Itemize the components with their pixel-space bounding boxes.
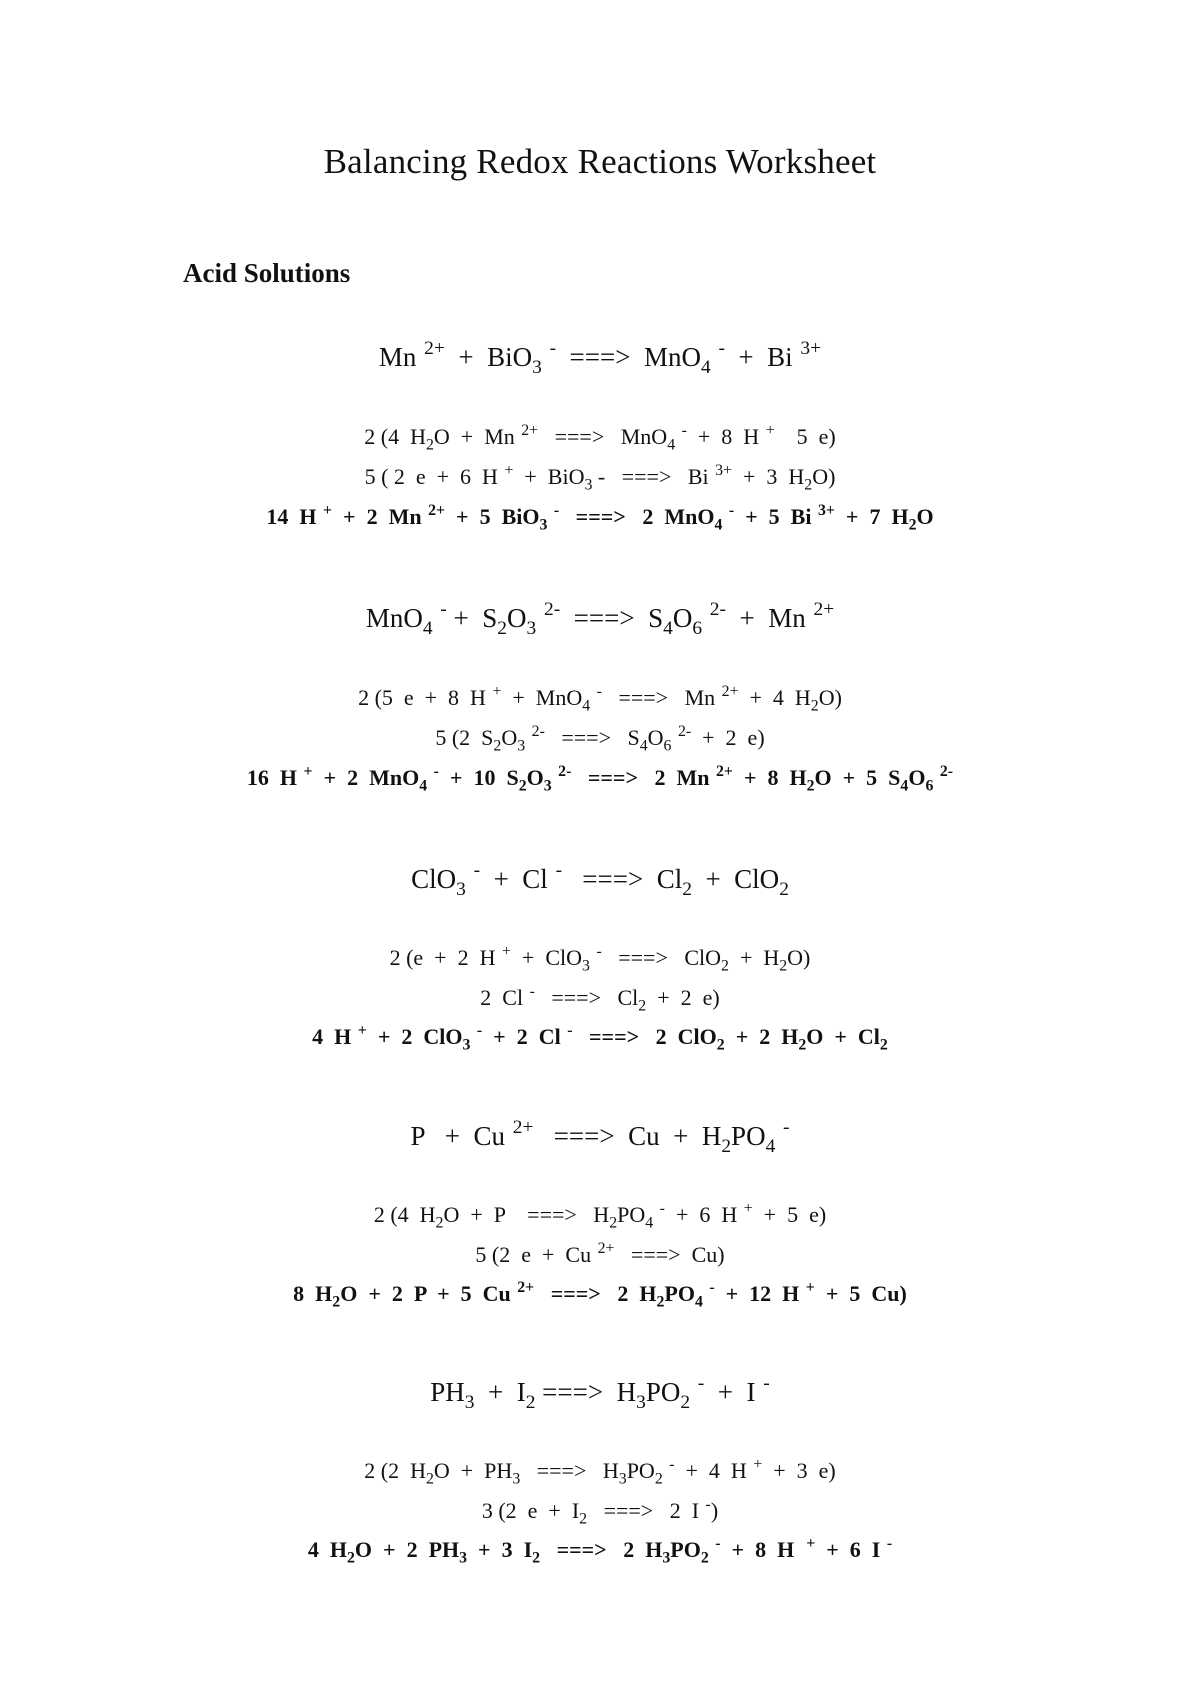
problem-2-net-equation bbox=[0, 762, 1200, 795]
formula-text: PO bbox=[617, 1202, 646, 1227]
superscript: 2+ bbox=[721, 682, 739, 700]
formula-text: 2 (e + 2 H bbox=[389, 945, 501, 970]
formula-text: ===> H bbox=[520, 1458, 619, 1483]
formula-text: ===> S bbox=[544, 725, 640, 750]
superscript: + bbox=[323, 501, 333, 519]
formula-text bbox=[709, 1537, 715, 1562]
subscript: 2 bbox=[654, 1470, 663, 1488]
formula-text: + I bbox=[704, 1377, 763, 1407]
superscript: 2+ bbox=[597, 1239, 615, 1257]
formula-text bbox=[542, 342, 549, 372]
formula-text: + ClO bbox=[510, 945, 583, 970]
subscript: 2 bbox=[779, 957, 788, 975]
subscript: 3 bbox=[517, 737, 526, 755]
formula-text: + 8 H bbox=[686, 424, 765, 449]
subscript: 3 bbox=[584, 476, 593, 494]
formula-text: 5 (2 S bbox=[435, 725, 494, 750]
formula-text bbox=[722, 504, 728, 529]
formula-text: O + P ===> H bbox=[443, 1202, 610, 1227]
superscript: - bbox=[705, 1495, 711, 1513]
formula-text: O bbox=[672, 603, 693, 633]
formula-text: + 6 I bbox=[815, 1537, 886, 1562]
formula-text: ===> MnO bbox=[538, 424, 668, 449]
problem-5-half-reaction-1 bbox=[0, 1455, 1200, 1488]
subscript: 4 bbox=[639, 737, 648, 755]
formula-text: ) bbox=[710, 1498, 719, 1523]
formula-text: O bbox=[908, 765, 926, 790]
superscript: - bbox=[681, 421, 687, 439]
formula-text: + BiO bbox=[513, 464, 585, 489]
problem-5-net-equation bbox=[0, 1534, 1200, 1567]
superscript: - bbox=[728, 501, 735, 519]
formula-text: + 5 Cu) bbox=[814, 1281, 907, 1306]
formula-text: 14 H bbox=[266, 504, 323, 529]
formula-text: ===> 2 Mn bbox=[571, 765, 716, 790]
formula-text: O + 2 PH bbox=[354, 1537, 460, 1562]
problem-4-half-reaction-2 bbox=[0, 1239, 1200, 1268]
formula-text: + 2 e) bbox=[646, 985, 720, 1010]
formula-text: O bbox=[507, 603, 527, 633]
formula-text bbox=[470, 1024, 476, 1049]
formula-text: O + PH bbox=[433, 1458, 513, 1483]
formula-text: O bbox=[526, 765, 544, 790]
superscript: - bbox=[440, 599, 447, 621]
superscript: - bbox=[669, 1455, 675, 1473]
superscript: + bbox=[501, 942, 511, 960]
subscript: 3 bbox=[582, 957, 590, 975]
formula-text: + MnO bbox=[501, 685, 583, 710]
formula-text: 2 (5 e + 8 H bbox=[358, 685, 492, 710]
superscript: + bbox=[492, 682, 502, 700]
formula-text: 4 H bbox=[312, 1024, 357, 1049]
subscript: 2 bbox=[425, 436, 434, 454]
formula-text bbox=[433, 603, 440, 633]
superscript: - bbox=[715, 1534, 721, 1552]
subscript: 3 bbox=[462, 1036, 471, 1054]
problem-1-half-reaction-2 bbox=[0, 461, 1200, 494]
formula-text: PO bbox=[731, 1121, 766, 1151]
subscript: 2 bbox=[638, 997, 647, 1015]
formula-text: P + Cu bbox=[410, 1121, 512, 1151]
subscript: 2 bbox=[804, 476, 813, 494]
subscript: 3 bbox=[539, 516, 548, 534]
superscript: - bbox=[553, 501, 560, 519]
superscript: + bbox=[504, 461, 514, 479]
formula-text: 5 e) bbox=[774, 424, 836, 449]
section-heading: Acid Solutions bbox=[183, 258, 351, 288]
formula-text bbox=[711, 342, 718, 372]
subscript: 2 bbox=[532, 1549, 541, 1567]
subscript: 2 bbox=[716, 1036, 725, 1054]
formula-text: + 2 e) bbox=[691, 725, 765, 750]
formula-text: ===> Cu) bbox=[614, 1242, 725, 1267]
subscript: 3 bbox=[512, 1470, 521, 1488]
formula-text: ===> Cl bbox=[534, 985, 639, 1010]
formula-text bbox=[536, 603, 543, 633]
formula-text: ===> 2 H bbox=[534, 1281, 657, 1306]
formula-text: + Mn bbox=[726, 603, 813, 633]
formula-text: 16 H bbox=[246, 765, 303, 790]
formula-text: + 5 e) bbox=[752, 1202, 827, 1227]
subscript: 2 bbox=[879, 1036, 888, 1054]
subscript: 4 bbox=[765, 1135, 776, 1157]
formula-text: + 2 MnO bbox=[312, 765, 420, 790]
formula-text: 2 (2 H bbox=[364, 1458, 426, 1483]
formula-text bbox=[653, 1202, 659, 1227]
formula-text bbox=[933, 765, 939, 790]
superscript: - bbox=[555, 860, 563, 882]
superscript: 2+ bbox=[424, 338, 445, 360]
formula-text: PO bbox=[670, 1537, 701, 1562]
subscript: 6 bbox=[925, 777, 934, 795]
superscript: 3+ bbox=[817, 501, 835, 519]
superscript: - bbox=[596, 942, 602, 960]
problem-3-half-reaction-1 bbox=[0, 942, 1200, 975]
problem-4-equation bbox=[0, 1117, 1200, 1157]
formula-text: + Bi bbox=[724, 342, 800, 372]
formula-text: ===> 2 ClO bbox=[572, 1024, 717, 1049]
problem-3-equation bbox=[0, 860, 1200, 900]
formula-text: PO bbox=[645, 1377, 681, 1407]
formula-text: O + 5 S bbox=[814, 765, 901, 790]
superscript: 2- bbox=[709, 599, 726, 621]
superscript: - bbox=[549, 338, 557, 360]
superscript: 2+ bbox=[813, 599, 835, 621]
superscript: 2- bbox=[543, 599, 561, 621]
problem-4-half-reaction-1 bbox=[0, 1199, 1200, 1232]
formula-text: ===> 2 H bbox=[540, 1537, 663, 1562]
superscript: - bbox=[433, 762, 439, 780]
subscript: 2 bbox=[518, 777, 527, 795]
superscript: - bbox=[783, 1117, 790, 1139]
formula-text: ===> Cl bbox=[562, 864, 683, 894]
formula-text: + 2 Cl bbox=[482, 1024, 567, 1049]
formula-text: ClO bbox=[411, 864, 457, 894]
subscript: 6 bbox=[663, 737, 672, 755]
superscript: - bbox=[709, 1278, 715, 1296]
formula-text: + 12 H bbox=[714, 1281, 805, 1306]
superscript: 2- bbox=[677, 722, 692, 740]
superscript: 2+ bbox=[521, 421, 539, 439]
problem-1-equation bbox=[0, 338, 1200, 378]
subscript: 2 bbox=[721, 957, 729, 975]
formula-text bbox=[702, 603, 709, 633]
problem-5-half-reaction-2 bbox=[0, 1495, 1200, 1528]
superscript: - bbox=[476, 1021, 483, 1039]
superscript: 3+ bbox=[715, 461, 732, 479]
formula-text: + 3 I bbox=[467, 1537, 533, 1562]
subscript: 2 bbox=[435, 1214, 444, 1232]
formula-text: ===> S bbox=[560, 603, 664, 633]
formula-text: O) bbox=[812, 464, 836, 489]
problem-2-equation bbox=[0, 599, 1200, 639]
superscript: + bbox=[765, 421, 775, 439]
formula-text: ===> H bbox=[535, 1377, 637, 1407]
formula-text: ===> 2 I bbox=[587, 1498, 705, 1523]
formula-text: + 4 H bbox=[674, 1458, 753, 1483]
formula-text: 2 (4 H bbox=[373, 1202, 436, 1227]
formula-text: + I bbox=[474, 1377, 526, 1407]
subscript: 4 bbox=[700, 356, 711, 378]
formula-text bbox=[690, 1377, 697, 1407]
formula-text bbox=[525, 725, 531, 750]
superscript: + bbox=[743, 1199, 753, 1217]
superscript: - bbox=[473, 860, 481, 882]
formula-text: + 3 H bbox=[732, 464, 805, 489]
formula-text: O + 2 P + 5 Cu bbox=[340, 1281, 517, 1306]
subscript: 2 bbox=[908, 516, 917, 534]
subscript: 3 bbox=[618, 1470, 627, 1488]
formula-text bbox=[590, 945, 596, 970]
subscript: 4 bbox=[422, 617, 433, 639]
formula-text: MnO bbox=[365, 603, 423, 633]
formula-text: PH bbox=[430, 1377, 465, 1407]
subscript: 2 bbox=[700, 1549, 709, 1567]
formula-text: + 8 H bbox=[720, 1537, 806, 1562]
formula-text: O bbox=[501, 725, 518, 750]
subscript: 3 bbox=[636, 1391, 646, 1413]
formula-text: 4 H bbox=[307, 1537, 347, 1562]
superscript: - bbox=[718, 338, 725, 360]
subscript: 2 bbox=[680, 1391, 691, 1413]
subscript: 2 bbox=[425, 1470, 434, 1488]
formula-text: + 7 H bbox=[834, 504, 909, 529]
formula-text: + S bbox=[446, 603, 498, 633]
subscript: 2 bbox=[497, 617, 507, 639]
formula-text: 2 Cl bbox=[480, 985, 529, 1010]
subscript: 3 bbox=[459, 1549, 468, 1567]
formula-text bbox=[547, 504, 553, 529]
formula-text: + 5 Bi bbox=[734, 504, 817, 529]
superscript: 3+ bbox=[800, 338, 822, 360]
formula-text: O + Mn bbox=[433, 424, 521, 449]
subscript: 4 bbox=[645, 1214, 654, 1232]
formula-text: O) bbox=[787, 945, 811, 970]
formula-text: 8 H bbox=[293, 1281, 333, 1306]
formula-text: 2 (4 H bbox=[364, 424, 426, 449]
formula-text: O) bbox=[818, 685, 842, 710]
superscript: - bbox=[886, 1534, 893, 1552]
superscript: - bbox=[529, 982, 535, 1000]
subscript: 3 bbox=[456, 878, 466, 900]
formula-text bbox=[466, 864, 473, 894]
subscript: 4 bbox=[582, 697, 591, 715]
subscript: 2 bbox=[779, 878, 789, 900]
formula-text: - ===> Bi bbox=[592, 464, 715, 489]
superscript: + bbox=[303, 762, 313, 780]
subscript: 2 bbox=[332, 1293, 341, 1311]
superscript: 2+ bbox=[517, 1278, 535, 1296]
subscript: 3 bbox=[464, 1391, 475, 1413]
formula-text: + 4 H bbox=[738, 685, 811, 710]
formula-text bbox=[552, 765, 558, 790]
problem-3-half-reaction-2 bbox=[0, 982, 1200, 1015]
superscript: + bbox=[753, 1455, 763, 1473]
formula-text: PO bbox=[626, 1458, 655, 1483]
subscript: 3 bbox=[543, 777, 552, 795]
formula-text bbox=[590, 685, 596, 710]
formula-text: + BiO bbox=[444, 342, 533, 372]
subscript: 2 bbox=[525, 1391, 536, 1413]
formula-text: O + Cl bbox=[806, 1024, 880, 1049]
subscript: 2 bbox=[682, 878, 692, 900]
superscript: - bbox=[567, 1021, 573, 1039]
formula-text: ===> MnO bbox=[556, 342, 701, 372]
subscript: 2 bbox=[347, 1549, 355, 1567]
subscript: 3 bbox=[662, 1549, 671, 1567]
problem-5-equation bbox=[0, 1373, 1200, 1413]
formula-text bbox=[775, 1121, 782, 1151]
superscript: + bbox=[805, 1278, 815, 1296]
formula-text: + Cl bbox=[480, 864, 555, 894]
formula-text bbox=[671, 725, 677, 750]
subscript: 4 bbox=[667, 436, 676, 454]
superscript: 2+ bbox=[512, 1117, 534, 1139]
superscript: + bbox=[806, 1534, 816, 1552]
superscript: 2+ bbox=[428, 501, 446, 519]
formula-text: + 2 ClO bbox=[366, 1024, 463, 1049]
formula-text: ===> ClO bbox=[601, 945, 722, 970]
subscript: 2 bbox=[810, 697, 819, 715]
formula-text: + 10 S bbox=[438, 765, 519, 790]
formula-text: + H bbox=[728, 945, 780, 970]
problem-2-half-reaction-1 bbox=[0, 682, 1200, 715]
subscript: 4 bbox=[694, 1293, 703, 1311]
subscript: 3 bbox=[532, 356, 542, 378]
superscript: - bbox=[763, 1373, 770, 1395]
subscript: 2 bbox=[609, 1214, 618, 1232]
subscript: 6 bbox=[692, 617, 703, 639]
problem-3-net-equation bbox=[0, 1021, 1200, 1054]
subscript: 4 bbox=[714, 516, 723, 534]
superscript: - bbox=[697, 1373, 705, 1395]
formula-text bbox=[675, 424, 681, 449]
superscript: 2- bbox=[558, 762, 572, 780]
problem-4-net-equation bbox=[0, 1278, 1200, 1311]
subscript: 2 bbox=[721, 1135, 732, 1157]
subscript: 4 bbox=[900, 777, 909, 795]
subscript: 4 bbox=[419, 777, 428, 795]
subscript: 2 bbox=[656, 1293, 665, 1311]
formula-text: PO bbox=[664, 1281, 695, 1306]
formula-text: ===> Mn bbox=[601, 685, 721, 710]
formula-text bbox=[427, 765, 433, 790]
formula-text: + 5 BiO bbox=[445, 504, 540, 529]
formula-text: O bbox=[647, 725, 664, 750]
problem-1-net-equation bbox=[0, 501, 1200, 534]
formula-text: + 6 H bbox=[664, 1202, 743, 1227]
superscript: 2- bbox=[939, 762, 954, 780]
superscript: 2+ bbox=[716, 762, 733, 780]
problem-2-half-reaction-2 bbox=[0, 722, 1200, 755]
subscript: 3 bbox=[526, 617, 537, 639]
superscript: - bbox=[659, 1199, 665, 1217]
problem-1-half-reaction-1 bbox=[0, 421, 1200, 454]
formula-text: ===> Cu + H bbox=[533, 1121, 722, 1151]
subscript: 2 bbox=[806, 777, 815, 795]
formula-text: 3 (2 e + I bbox=[481, 1498, 580, 1523]
formula-text bbox=[663, 1458, 669, 1483]
formula-text: + ClO bbox=[691, 864, 780, 894]
formula-text: ===> 2 MnO bbox=[559, 504, 715, 529]
worksheet-title: Balancing Redox Reactions Worksheet bbox=[323, 142, 877, 181]
superscript: + bbox=[357, 1021, 367, 1039]
formula-text: Mn bbox=[378, 342, 424, 372]
superscript: 2- bbox=[531, 722, 545, 740]
formula-text: + 2 Mn bbox=[332, 504, 428, 529]
formula-text: + 2 H bbox=[724, 1024, 799, 1049]
subscript: 2 bbox=[798, 1036, 807, 1054]
formula-text: 5 ( 2 e + 6 H bbox=[364, 464, 504, 489]
formula-text: + 3 e) bbox=[762, 1458, 836, 1483]
formula-text: 5 (2 e + Cu bbox=[475, 1242, 597, 1267]
subscript: 2 bbox=[493, 737, 502, 755]
subscript: 2 bbox=[579, 1510, 588, 1528]
superscript: - bbox=[596, 682, 602, 700]
formula-text: + 8 H bbox=[732, 765, 807, 790]
formula-text: O bbox=[916, 504, 934, 529]
formula-text bbox=[703, 1281, 709, 1306]
subscript: 4 bbox=[663, 617, 673, 639]
